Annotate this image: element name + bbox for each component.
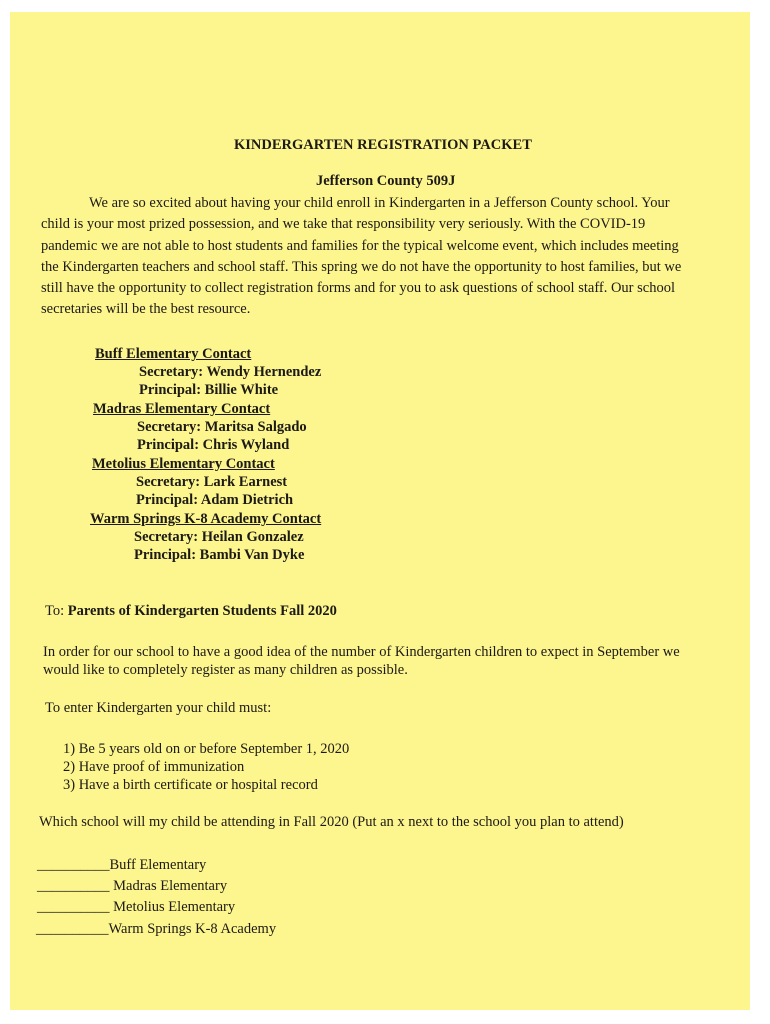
contact-principal-metolius: Principal: Adam Dietrich <box>136 492 294 508</box>
school-option-warm-springs[interactable] <box>36 920 276 938</box>
option-blank[interactable]: __________ <box>36 921 109 937</box>
order-line: would like to completely register as many children as possible. <box>43 662 408 678</box>
school-option-metolius[interactable] <box>37 898 235 916</box>
option-label: Madras Elementary <box>109 878 228 894</box>
option-blank[interactable]: __________ <box>37 899 110 915</box>
contact-secretary-buff: Secretary: Wendy Hernendez <box>139 364 322 380</box>
option-label: Buff Elementary <box>109 857 207 873</box>
intro-line: the Kindergarten teachers and school staff. This spring we do not have the opportunity to host families, but we <box>41 258 682 275</box>
intro-line: pandemic we are not able to host students and families for the typical welcome event, which includes meeting <box>41 237 679 254</box>
to-recipients: Parents of Kindergarten Students Fall 2020 <box>67 603 337 619</box>
requirements-intro: To enter Kindergarten your child must: <box>45 700 272 716</box>
school-option-buff[interactable] <box>37 856 206 874</box>
option-label: Metolius Elementary <box>109 899 236 915</box>
requirement-item: 3) Have a birth certificate or hospital record <box>63 777 318 793</box>
contact-heading-warm-springs: Warm Springs K-8 Academy Contact <box>90 511 322 527</box>
school-question: Which school will my child be attending in Fall 2020 (Put an x next to the school you plan to attend) <box>39 814 624 830</box>
contact-principal-buff: Principal: Billie White <box>139 382 279 398</box>
option-blank[interactable]: __________ <box>37 878 110 894</box>
contact-heading-metolius: Metolius Elementary Contact <box>92 456 275 472</box>
contact-heading-buff: Buff Elementary Contact <box>95 346 252 362</box>
to-line <box>45 602 337 620</box>
intro-paragraph <box>41 193 731 321</box>
order-line: In order for our school to have a good idea of the number of Kindergarten children to expect in September we <box>43 644 680 660</box>
contact-secretary-warm-springs: Secretary: Heilan Gonzalez <box>134 529 304 545</box>
document-title: KINDERGARTEN REGISTRATION PACKET <box>234 137 532 153</box>
requirement-item: 2) Have proof of immunization <box>63 759 245 775</box>
contact-secretary-madras: Secretary: Maritsa Salgado <box>137 419 307 435</box>
intro-line: We are so excited about having your child enroll in Kindergarten in a Jefferson County school. Your <box>89 195 670 211</box>
school-option-madras[interactable] <box>37 877 227 895</box>
intro-line: child is your most prized possession, and we take that responsibility very seriously. With the COVID-19 <box>41 216 646 233</box>
to-prefix: To: <box>45 603 65 619</box>
contact-heading-madras: Madras Elementary Contact <box>93 401 271 417</box>
option-blank[interactable]: __________ <box>37 857 110 873</box>
option-label: Warm Springs K-8 Academy <box>108 921 277 937</box>
document-subtitle: Jefferson County 509J <box>316 173 456 189</box>
contact-principal-madras: Principal: Chris Wyland <box>137 437 290 453</box>
intro-line: secretaries will be the best resource. <box>41 301 251 318</box>
contact-principal-warm-springs: Principal: Bambi Van Dyke <box>134 547 305 563</box>
intro-line: still have the opportunity to collect registration forms and for you to ask questions of school staff. Our school <box>41 280 675 297</box>
requirement-item: 1) Be 5 years old on or before September 1, 2020 <box>63 741 350 757</box>
contact-secretary-metolius: Secretary: Lark Earnest <box>136 474 288 490</box>
